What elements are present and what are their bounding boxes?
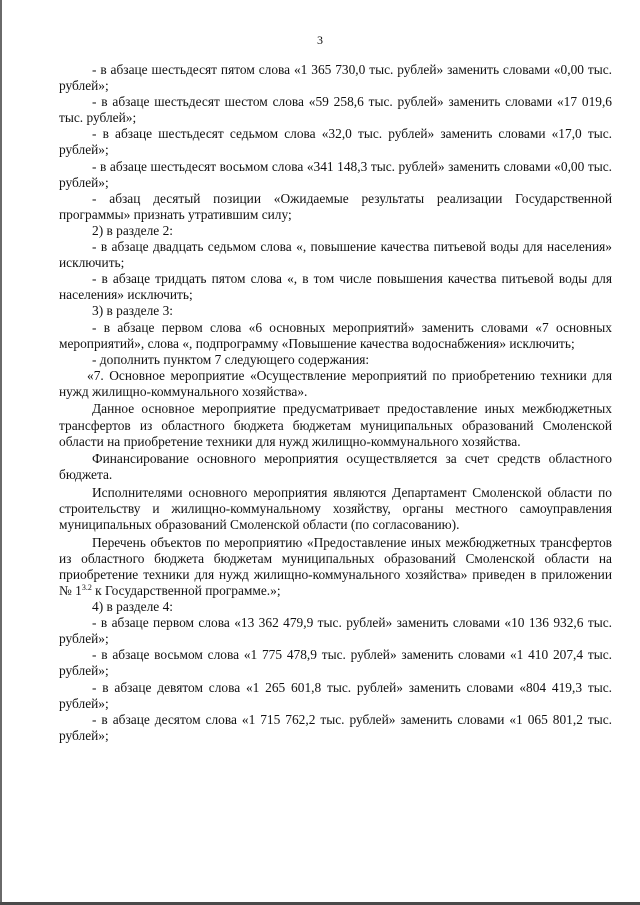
document-body bbox=[59, 62, 612, 744]
page-number: 3 bbox=[317, 33, 323, 47]
appendix-superscript: 3.2 bbox=[81, 583, 92, 592]
section-2-heading: 2) в разделе 2: bbox=[92, 222, 174, 238]
objects-list-tail: к Государственной программе.»; bbox=[91, 583, 281, 598]
section-3-heading: 3) в разделе 3: bbox=[92, 303, 174, 319]
paragraph-item-7-financing: Финансирование основного мероприятия осуществляется за счет средств областного бюджета. bbox=[59, 451, 612, 483]
scan-edge-left bbox=[0, 0, 2, 905]
paragraph-expected-results: - абзац десятый позиции «Ожидаемые результаты реализации Государственной программы» признать утратившим силу; bbox=[59, 190, 612, 222]
paragraph-section4-ninth: - в абзаце девятом слова «1 265 601,8 тыс. рублей» заменить словами «804 419,3 тыс. рублей»; bbox=[59, 679, 612, 711]
paragraph-section3-first: - в абзаце первом слова «6 основных мероприятий» заменить словами «7 основных мероприятий», слова «, подпрограмму «Повышение качества водоснабжения» исключить; bbox=[59, 319, 612, 351]
paragraph-add-item-7: - дополнить пунктом 7 следующего содержания: bbox=[92, 351, 370, 367]
paragraph-section4-eighth: - в абзаце восьмом слова «1 775 478,9 тыс. рублей» заменить словами «1 410 207,4 тыс. рублей»; bbox=[59, 647, 612, 679]
paragraph-section2-35: - в абзаце тридцать пятом слова «, в том числе повышения качества питьевой воды для населения» исключить; bbox=[59, 271, 612, 303]
objects-list-text: Перечень объектов по мероприятию «Предоставление иных межбюджетных трансфертов из областного бюджета бюджетам муниципальных образований Смоленской области на приобретение техники для нужд жилищно-коммунального хозяйства» приведен в приложении № 1 bbox=[59, 534, 612, 598]
paragraph-section2-27: - в абзаце двадцать седьмом слова «, повышение качества питьевой воды для населения» исключить; bbox=[59, 239, 612, 271]
paragraph-amend-66: - в абзаце шестьдесят шестом слова «59 258,6 тыс. рублей» заменить словами «17 019,6 тыс. рублей»; bbox=[59, 94, 612, 126]
paragraph-amend-68: - в абзаце шестьдесят восьмом слова «341 148,3 тыс. рублей» заменить словами «0,00 тыс. рублей»; bbox=[59, 158, 612, 190]
paragraph-section4-first: - в абзаце первом слова «13 362 479,9 тыс. рублей» заменить словами «10 136 932,6 тыс. рублей»; bbox=[59, 615, 612, 647]
paragraph-item-7-description: Данное основное мероприятие предусматривает предоставление иных межбюджетных трансфертов из областного бюджета бюджетам муниципальных образований Смоленской области на приобретение техники для нужд жилищно-коммунального хозяйства. bbox=[59, 401, 612, 449]
paragraph-section4-tenth: - в абзаце десятом слова «1 715 762,2 тыс. рублей» заменить словами «1 065 801,2 тыс. рублей»; bbox=[59, 711, 612, 743]
paragraph-item-7-title: «7. Основное мероприятие «Осуществление мероприятий по приобретению техники для нужд жилищно-коммунального хозяйства». bbox=[59, 367, 612, 399]
paragraph-item-7-executors: Исполнителями основного мероприятия являются Департамент Смоленской области по строительству и жилищно-коммунальному хозяйству, органы местного самоуправления муниципальных образований Смоленской области (по согласованию). bbox=[59, 484, 612, 533]
paragraph-amend-67: - в абзаце шестьдесят седьмом слова «32,0 тыс. рублей» заменить словами «17,0 тыс. рублей»; bbox=[59, 126, 612, 158]
paragraph-amend-65: - в абзаце шестьдесят пятом слова «1 365 730,0 тыс. рублей» заменить словами «0,00 тыс. рублей»; bbox=[59, 62, 612, 94]
paragraph-objects-list bbox=[59, 535, 612, 599]
section-4-heading: 4) в разделе 4: bbox=[92, 599, 174, 615]
